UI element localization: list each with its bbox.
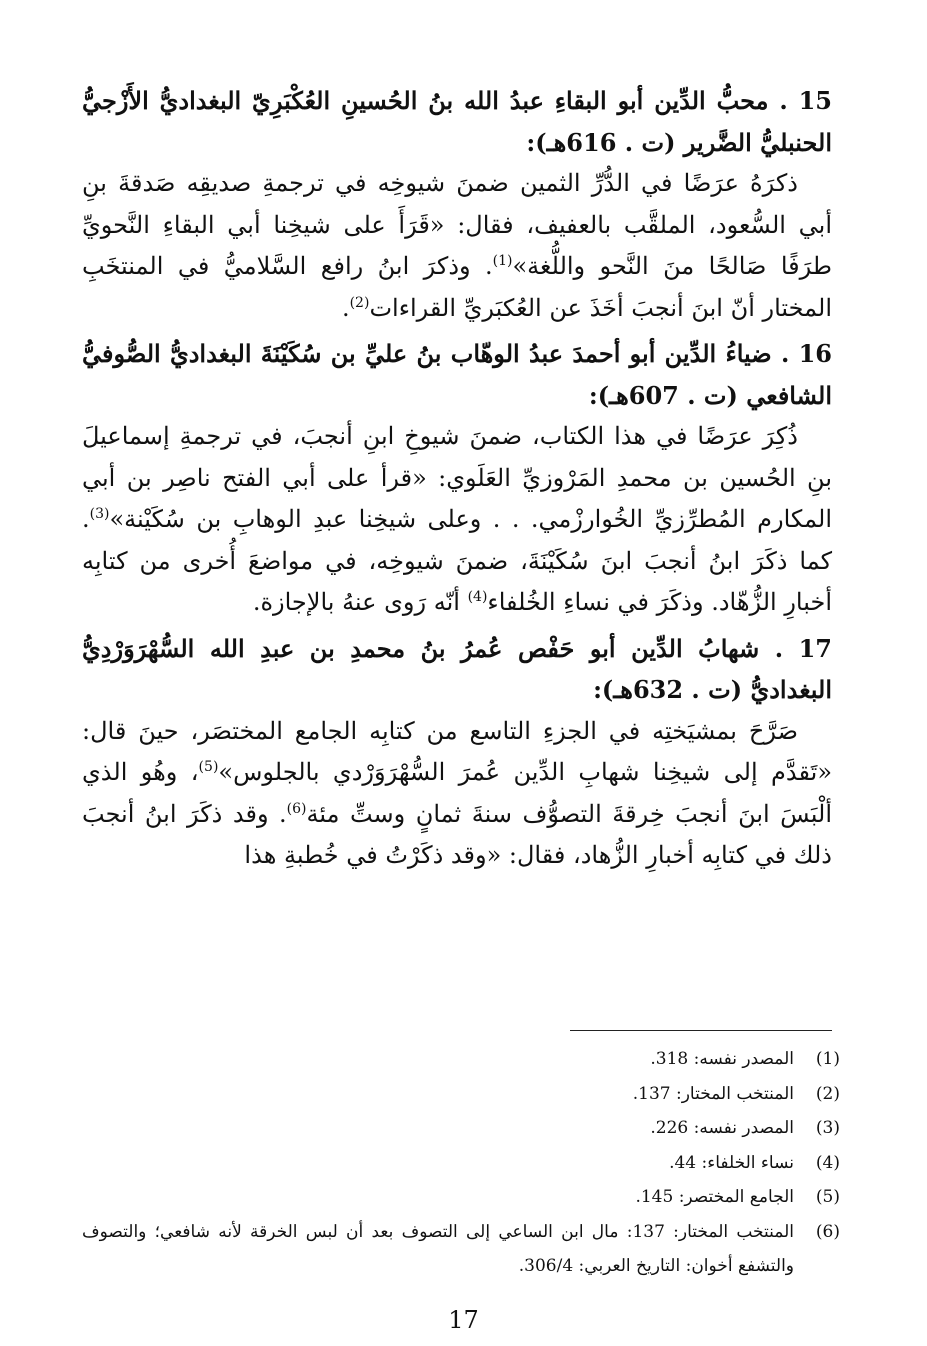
body-text: ذُكِرَ عرَضًا في هذا الكتاب، ضمنَ شيوخِ ابنِ أنجبَ، في ترجمةِ إسماعيلَ بنِ الحُسين بن محمدِ المَرْوزيِّ العَلَوي: «قرأ على أبي الفتح ناصِر بن أبي المكارم المُطرِّزيِّ الخُوارزْمي. . . وعلى شيخِنا عبدِ الوهابِ بن سُكَيْنة» (82, 422, 832, 533)
entry-16-body (82, 416, 832, 624)
footnote-text: نساء الخلفاء: 44. (669, 1152, 794, 1173)
footnote-ref-1[interactable]: (1) (492, 253, 513, 269)
footnote-text: المصدر نفسه: 226. (650, 1118, 794, 1138)
footnote-number: (2) (815, 1083, 840, 1104)
footnote-3 (82, 1111, 840, 1146)
entry-heading-text: محبُّ الدِّين أبو البقاءِ عبدُ الله بنُ الحُسينِ العُكْبَرِيّ البغداديُّ الأَزْجيُّ الحنبليُّ الضَّرير (ت . 616هـ): (82, 86, 832, 157)
page-number: 17 (448, 1306, 479, 1334)
main-text (82, 80, 832, 877)
body-text: صَرَّحَ بمشيَختِه في الجزءِ التاسع من كتابِه الجامع المختصَر، حينَ قال: «تَقدَّم إلى شيخِنا شهابِ الدِّين عُمرَ السُّهْرَوَرْدي بالجلوس» (82, 716, 832, 786)
footnote-4 (82, 1146, 840, 1181)
footnote-6 (82, 1215, 840, 1284)
entry-number: 16 . (780, 339, 832, 368)
entry-16-heading (82, 333, 832, 416)
body-text: ذكرَهُ عرَضًا في الدُّرِّ الثمين ضمنَ شيوخِه في ترجمةِ صديقِه صَدقةَ بنِ أبي السُّعود، الملقَّب بالعفيف، فقال: «قَرَأَ على شيخِنا أبي البقاءِ النَّحويِّ طرَفًا صَالحًا منَ النَّحو واللُّغة» (82, 169, 832, 280)
body-text: . وقد ذكَرَ ابنُ أنجبَ ذلك في كتابِه أخبارِ الزُّهاد، فقال: «وقد ذكَرْتُ في خُطبةِ هذا (82, 799, 832, 869)
footnote-text: الجامع المختصر: 145. (635, 1187, 794, 1207)
footnote-divider (570, 1030, 832, 1031)
entry-heading-text: شهابُ الدِّين أبو حَفْص عُمرُ بنُ محمدِ بن عبدِ الله السُّهْرَوَرْدِيُّ البغداديُّ (ت . 632هـ): (82, 633, 832, 704)
footnote-number: (5) (815, 1187, 840, 1207)
body-text: أنّه رَوى عنهُ بالإجازة. (252, 588, 468, 616)
footnote-2 (82, 1077, 840, 1112)
footnote-ref-4[interactable]: (4) (467, 589, 488, 605)
footnote-ref-6[interactable]: (6) (286, 800, 307, 817)
footnote-number: (1) (815, 1049, 840, 1069)
footnote-ref-5[interactable]: (5) (198, 759, 219, 775)
entry-17-heading (82, 628, 832, 711)
body-text: ، وهُو الذي ألْبَسَ ابنَ أنجبَ خِرقةَ التصوُّف سنةَ ثمانٍ وستِّ مئة (82, 758, 832, 828)
footnotes (82, 1042, 840, 1284)
footnote-text: المصدر نفسه: 318. (650, 1049, 794, 1069)
body-text: . كما ذكَرَ ابنُ أنجبَ ابنَ سُكَيْنَةَ، ضمنَ شيوخِه، في مواضعَ أُخرى من كتابِه أخبارِ الزُّهّاد. وذكَرَ في نساءِ الخُلفاء (82, 505, 832, 616)
footnote-1 (82, 1042, 840, 1077)
entry-17-body (82, 711, 832, 877)
footnote-text: المنتخب المختار: 137. (632, 1083, 794, 1104)
entry-15-body (82, 163, 832, 329)
body-text: . (341, 293, 350, 322)
entry-number: 15 . (779, 86, 833, 115)
footnote-5 (82, 1180, 840, 1215)
footnote-ref-2[interactable]: (2) (349, 294, 370, 311)
footnote-text: المنتخب المختار: 137: مال ابن الساعي إلى التصوف بعد أن لبس الخرقة لأنه شافعي؛ والتصوف والتشفع أخوان: التاريخ العربي: 306/4. (82, 1221, 795, 1276)
footnote-number: (3) (815, 1118, 840, 1138)
entry-15-heading (82, 80, 832, 163)
entry-heading-text: ضياءُ الدِّين أبو أحمدَ عبدُ الوهّاب بنُ عليِّ بن سُكَيْنَةَ البغداديُّ الصُّوفيُّ الشافعي (ت . 607هـ): (82, 339, 832, 410)
footnote-number: (4) (815, 1152, 840, 1173)
footnote-ref-3[interactable]: (3) (89, 506, 110, 522)
body-text: . وذكرَ ابنُ رافع السَّلاميُّ في المنتخَبِ المختار أنّ ابنَ أنجبَ أخَذَ عن العُكبَريِّ القراءات (82, 252, 832, 322)
entry-number: 17 . (774, 633, 832, 663)
footnote-number: (6) (815, 1221, 840, 1242)
